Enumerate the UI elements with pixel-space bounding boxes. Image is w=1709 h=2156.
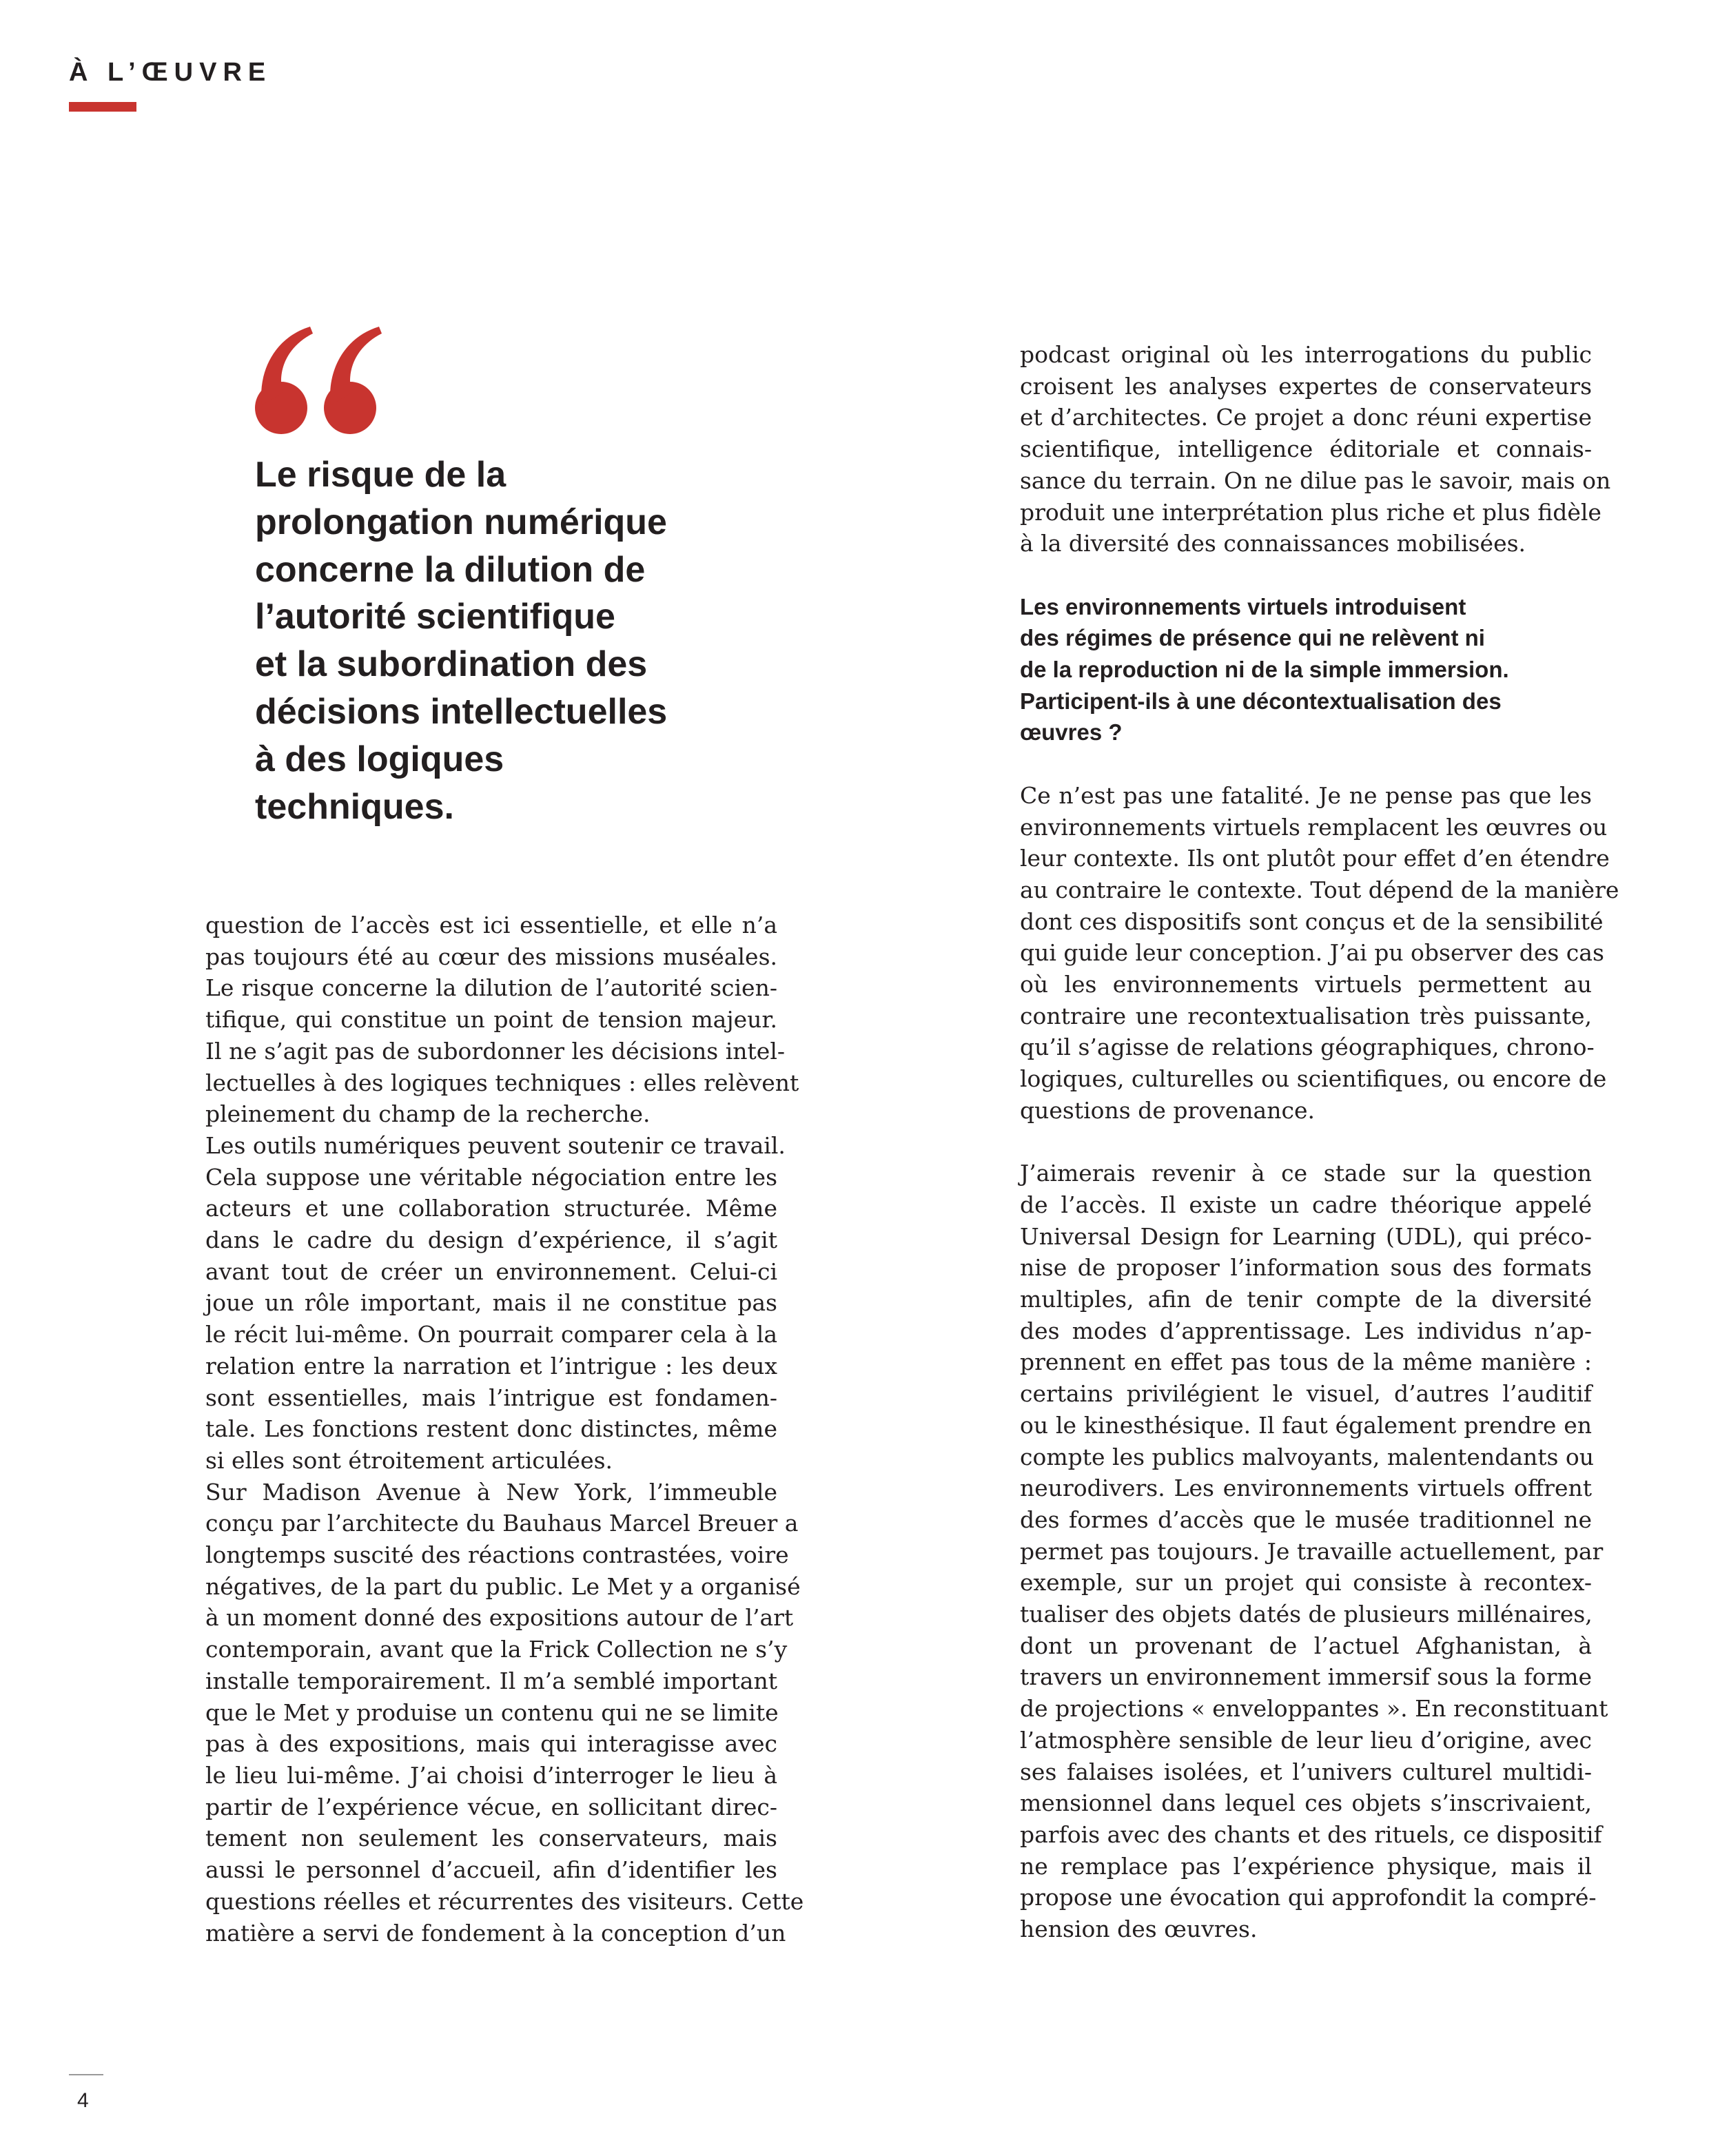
text-line: à la diversité des connaissances mobilisées. bbox=[1020, 530, 1526, 557]
text-line: ne remplace pas l’expérience physique, mais il bbox=[1020, 1852, 1592, 1880]
text-line: hension des œuvres. bbox=[1020, 1916, 1258, 1943]
text-line: des modes d’apprentissage. Les individus n’ap- bbox=[1020, 1317, 1592, 1344]
text-line: exemple, sur un projet qui consiste à recontex- bbox=[1020, 1569, 1592, 1597]
paragraph-gap bbox=[1020, 559, 1592, 591]
text-line: question de l’accès est ici essentielle, et elle n’a bbox=[205, 912, 777, 938]
page-number: 4 bbox=[77, 2089, 89, 2112]
text-line: Universal Design for Learning (UDL), qui préco- bbox=[1020, 1222, 1592, 1250]
text-line: nise de proposer l’information sous des formats bbox=[1020, 1254, 1592, 1282]
text-line: des formes d’accès que le musée traditionnel ne bbox=[1020, 1506, 1592, 1533]
text-line: avant tout de créer un environnement. Celui-ci bbox=[205, 1257, 777, 1285]
pull-quote-line: techniques. bbox=[255, 786, 454, 827]
text-line: sont essentielles, mais l’intrigue est fondamen- bbox=[205, 1384, 777, 1411]
body-paragraph bbox=[205, 910, 804, 1949]
text-line: où les environnements virtuels permettent au bbox=[1020, 971, 1592, 998]
text-line: que le Met y produise un contenu qui ne se limite bbox=[205, 1698, 779, 1726]
text-line: tale. Les fonctions restent donc distinctes, même bbox=[205, 1415, 777, 1443]
body-paragraph bbox=[1020, 780, 1619, 1127]
question-line: œuvres ? bbox=[1020, 719, 1123, 746]
right-column bbox=[1020, 339, 1619, 1945]
interview-question bbox=[1020, 591, 1592, 749]
text-line: partir de l’expérience vécue, en sollicitant direc- bbox=[205, 1793, 777, 1820]
paragraph-gap bbox=[1020, 1127, 1592, 1158]
paragraph-gap bbox=[1020, 748, 1592, 780]
text-line: environnements virtuels remplacent les œuvres ou bbox=[1020, 813, 1608, 841]
text-line: sance du terrain. On ne dilue pas le savoir, mais on bbox=[1020, 466, 1611, 494]
section-accent-bar bbox=[69, 102, 136, 112]
text-line: logiques, culturelles ou scientifiques, ou encore de bbox=[1020, 1065, 1607, 1093]
text-line: relation entre la narration et l’intrigue : les deux bbox=[205, 1352, 777, 1379]
question-line: Participent-ils à une décontextualisation des bbox=[1020, 688, 1502, 714]
text-line: neurodivers. Les environnements virtuels offrent bbox=[1020, 1475, 1592, 1502]
text-line: Sur Madison Avenue à New York, l’immeuble bbox=[205, 1478, 777, 1506]
text-line: parfois avec des chants et des rituels, ce dispositif bbox=[1020, 1821, 1602, 1848]
pull-quote bbox=[255, 451, 751, 830]
open-quote-icon bbox=[248, 324, 386, 448]
text-line: pas à des expositions, mais qui interagisse avec bbox=[205, 1730, 777, 1758]
pull-quote-line: Le risque de la bbox=[255, 455, 506, 495]
pull-quote-line: décisions intellectuelles bbox=[255, 691, 668, 732]
text-line: ses falaises isolées, et l’univers culturel multidi- bbox=[1020, 1758, 1592, 1785]
question-line: des régimes de présence qui ne relèvent ni bbox=[1020, 625, 1485, 651]
body-paragraph bbox=[1020, 339, 1611, 559]
text-line: au contraire le contexte. Tout dépend de la manière bbox=[1020, 876, 1619, 903]
text-line: compte les publics malvoyants, malentendants ou bbox=[1020, 1443, 1595, 1470]
text-line: dont un provenant de l’actuel Afghanistan, à bbox=[1020, 1632, 1592, 1659]
text-line: tement non seulement les conservateurs, mais bbox=[205, 1825, 777, 1852]
text-line: qui guide leur conception. J’ai pu observer des cas bbox=[1020, 939, 1604, 967]
text-line: joue un rôle important, mais il ne constitue pas bbox=[205, 1289, 777, 1317]
text-line: J’aimerais revenir à ce stade sur la question bbox=[1020, 1160, 1592, 1187]
text-line: Les outils numériques peuvent soutenir ce travail. bbox=[205, 1131, 786, 1159]
text-line: propose une évocation qui approfondit la compré- bbox=[1020, 1884, 1597, 1911]
body-paragraph bbox=[1020, 1158, 1608, 1945]
text-line: installe temporairement. Il m’a semblé important bbox=[205, 1667, 777, 1694]
text-line: scientifique, intelligence éditoriale et connais- bbox=[1020, 435, 1592, 463]
text-line: acteurs et une collaboration structurée. Même bbox=[205, 1195, 777, 1222]
text-line: si elles sont étroitement articulées. bbox=[205, 1446, 613, 1474]
text-line: prennent en effet pas tous de la même manière : bbox=[1020, 1348, 1592, 1376]
footer-rule bbox=[69, 2074, 103, 2075]
text-line: Ce n’est pas une fatalité. Je ne pense pas que les bbox=[1020, 781, 1592, 809]
question-line: Les environnements virtuels introduisent bbox=[1020, 593, 1466, 619]
section-label: À L’ŒUVRE bbox=[69, 58, 272, 87]
text-line: ou le kinesthésique. Il faut également prendre en bbox=[1020, 1411, 1592, 1439]
text-line: croisent les analyses expertes de conservateurs bbox=[1020, 372, 1592, 400]
text-line: travers un environnement immersif sous la forme bbox=[1020, 1663, 1593, 1691]
text-line: dont ces dispositifs sont conçus et de la sensibilité bbox=[1020, 907, 1604, 935]
pull-quote-line: concerne la dilution de bbox=[255, 549, 646, 590]
quote-glyph-right bbox=[324, 327, 382, 434]
left-column bbox=[205, 910, 804, 1949]
text-line: certains privilégient le visuel, d’autres l’auditif bbox=[1020, 1380, 1592, 1408]
text-line: contraire une recontextualisation très puissante, bbox=[1020, 1002, 1592, 1029]
text-line: tifique, qui constitue un point de tension majeur. bbox=[205, 1006, 777, 1034]
text-line: négatives, de la part du public. Le Met y a organisé bbox=[205, 1572, 801, 1600]
text-line: pleinement du champ de la recherche. bbox=[205, 1100, 651, 1128]
pull-quote-line: et la subordination des bbox=[255, 644, 648, 685]
text-line: multiples, afin de tenir compte de la diversité bbox=[1020, 1286, 1592, 1313]
text-line: matière a servi de fondement à la conception d’un bbox=[205, 1919, 786, 1947]
text-line: le récit lui-même. On pourrait comparer cela à la bbox=[205, 1321, 777, 1348]
text-line: qu’il s’agisse de relations géographiques, chrono- bbox=[1020, 1034, 1595, 1061]
pull-quote-line: prolongation numérique bbox=[255, 502, 667, 542]
text-line: conçu par l’architecte du Bauhaus Marcel Breuer a bbox=[205, 1510, 799, 1537]
pull-quote-line: l’autorité scientifique bbox=[255, 597, 615, 637]
text-line: longtemps suscité des réactions contrastées, voire bbox=[205, 1541, 789, 1569]
text-line: le lieu lui-même. J’ai choisi d’interroger le lieu à bbox=[205, 1761, 777, 1789]
quote-glyph-left bbox=[255, 327, 313, 434]
text-line: questions réelles et récurrentes des visiteurs. Cette bbox=[205, 1887, 804, 1915]
text-line: de projections « enveloppantes ». En reconstituant bbox=[1020, 1695, 1608, 1723]
text-line: et d’architectes. Ce projet a donc réuni expertise bbox=[1020, 404, 1592, 431]
text-line: contemporain, avant que la Frick Collection ne s’y bbox=[205, 1636, 788, 1663]
text-line: lectuelles à des logiques techniques : elles relèvent bbox=[205, 1069, 799, 1096]
text-line: l’atmosphère sensible de leur lieu d’origine, avec bbox=[1020, 1726, 1592, 1754]
text-line: Il ne s’agit pas de subordonner les décisions intel- bbox=[205, 1037, 786, 1065]
text-line: tualiser des objets datés de plusieurs millénaires, bbox=[1020, 1601, 1593, 1628]
text-line: Cela suppose une véritable négociation entre les bbox=[205, 1163, 777, 1191]
text-line: leur contexte. Ils ont plutôt pour effet d’en étendre bbox=[1020, 845, 1610, 872]
text-line: permet pas toujours. Je travaille actuellement, par bbox=[1020, 1537, 1604, 1565]
text-line: podcast original où les interrogations du public bbox=[1020, 341, 1592, 368]
text-line: à un moment donné des expositions autour de l’art bbox=[205, 1604, 794, 1632]
text-line: dans le cadre du design d’expérience, il s’agit bbox=[205, 1226, 777, 1254]
text-line: pas toujours été au cœur des missions muséales. bbox=[205, 943, 777, 970]
text-line: produit une interprétation plus riche et plus fidèle bbox=[1020, 498, 1601, 526]
text-line: aussi le personnel d’accueil, afin d’identifier les bbox=[205, 1856, 777, 1884]
text-line: questions de provenance. bbox=[1020, 1096, 1315, 1124]
question-line: de la reproduction ni de la simple immersion. bbox=[1020, 657, 1509, 683]
text-line: Le risque concerne la dilution de l’autorité scien- bbox=[205, 974, 777, 1002]
text-line: mensionnel dans lequel ces objets s’inscrivaient, bbox=[1020, 1789, 1592, 1817]
text-line: de l’accès. Il existe un cadre théorique appelé bbox=[1020, 1191, 1592, 1218]
pull-quote-line: à des logiques bbox=[255, 739, 504, 779]
